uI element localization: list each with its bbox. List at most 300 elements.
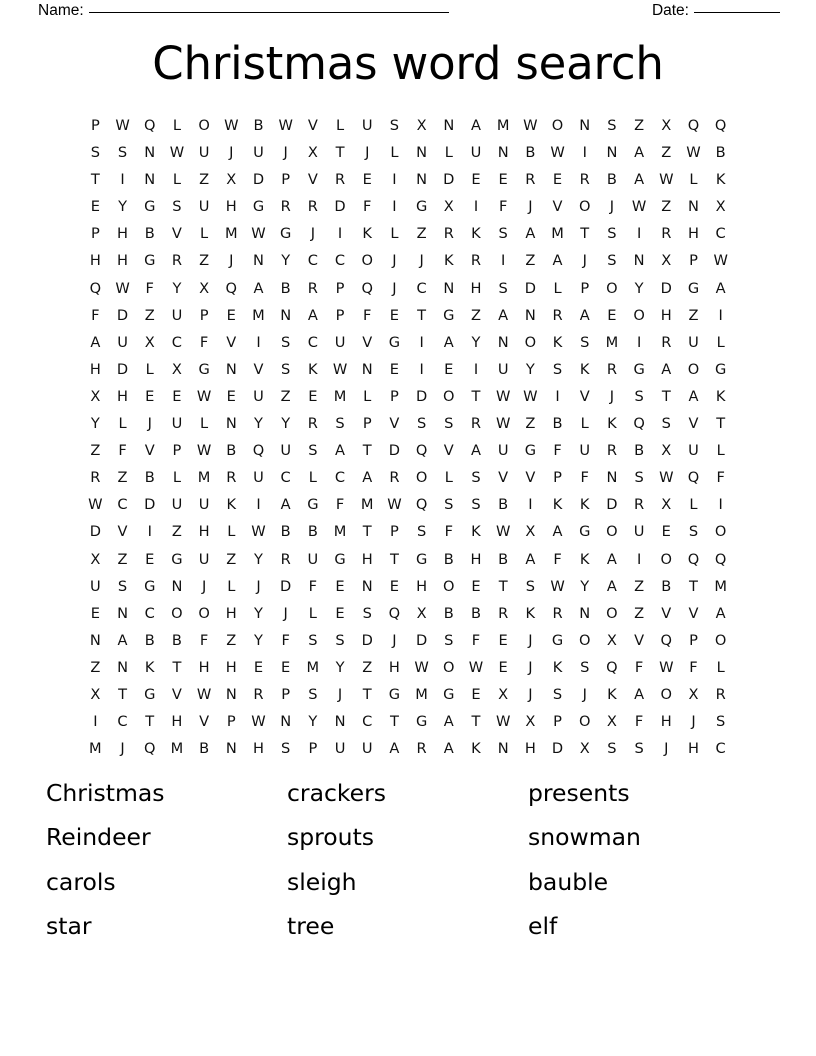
grid-cell[interactable]: H: [470, 279, 482, 297]
grid-cell[interactable]: P: [308, 740, 318, 758]
grid-cell[interactable]: A: [117, 631, 128, 649]
grid-cell[interactable]: N: [280, 713, 292, 731]
grid-cell[interactable]: Y: [254, 604, 263, 622]
grid-cell[interactable]: O: [198, 117, 210, 134]
grid-cell[interactable]: J: [310, 225, 315, 243]
grid-cell[interactable]: R: [443, 225, 454, 243]
grid-cell[interactable]: Q: [252, 442, 265, 460]
grid-cell[interactable]: B: [253, 117, 264, 134]
grid-cell[interactable]: V: [253, 360, 264, 378]
grid-cell[interactable]: J: [256, 577, 261, 595]
grid-cell[interactable]: W: [686, 144, 701, 162]
grid-cell[interactable]: U: [497, 442, 509, 460]
grid-cell[interactable]: N: [225, 740, 237, 758]
grid-cell[interactable]: K: [715, 387, 726, 405]
grid-cell[interactable]: A: [525, 550, 536, 568]
grid-cell[interactable]: D: [524, 279, 536, 297]
grid-cell[interactable]: P: [390, 387, 399, 405]
grid-cell[interactable]: R: [226, 469, 237, 487]
grid-cell[interactable]: U: [633, 523, 645, 541]
grid-cell[interactable]: F: [498, 198, 508, 216]
grid-cell[interactable]: C: [334, 469, 346, 487]
grid-cell[interactable]: W: [550, 144, 565, 162]
grid-cell[interactable]: Z: [226, 550, 237, 568]
grid-cell[interactable]: A: [253, 279, 264, 297]
grid-cell[interactable]: P: [553, 469, 562, 487]
grid-cell[interactable]: M: [333, 387, 347, 405]
grid-cell[interactable]: T: [389, 713, 399, 731]
grid-cell[interactable]: S: [90, 144, 100, 162]
grid-cell[interactable]: S: [416, 523, 427, 541]
grid-cell[interactable]: W: [550, 577, 565, 595]
grid-cell[interactable]: G: [715, 360, 727, 378]
grid-cell[interactable]: U: [198, 144, 210, 162]
grid-cell[interactable]: T: [661, 387, 671, 405]
grid-cell[interactable]: F: [118, 442, 127, 460]
grid-cell[interactable]: Q: [415, 442, 428, 460]
grid-cell[interactable]: U: [688, 333, 699, 351]
grid-cell[interactable]: S: [416, 415, 427, 433]
grid-cell[interactable]: E: [145, 387, 155, 405]
grid-cell[interactable]: W: [468, 658, 484, 676]
grid-cell[interactable]: O: [714, 631, 727, 649]
grid-cell[interactable]: X: [525, 713, 536, 731]
grid-cell[interactable]: J: [528, 658, 533, 676]
grid-cell[interactable]: H: [117, 252, 129, 270]
grid-cell[interactable]: I: [636, 225, 642, 243]
grid-cell[interactable]: X: [226, 171, 237, 189]
grid-cell[interactable]: R: [579, 171, 590, 189]
grid-cell[interactable]: W: [115, 117, 130, 134]
grid-cell[interactable]: S: [335, 631, 345, 649]
grid-cell[interactable]: S: [716, 713, 726, 731]
grid-cell[interactable]: S: [117, 577, 128, 595]
grid-cell[interactable]: V: [579, 387, 590, 405]
grid-cell[interactable]: H: [470, 550, 482, 568]
grid-cell[interactable]: E: [498, 658, 508, 676]
grid-cell[interactable]: O: [551, 117, 564, 134]
grid-cell[interactable]: M: [333, 523, 347, 541]
grid-cell[interactable]: R: [661, 333, 672, 351]
grid-cell[interactable]: X: [199, 279, 210, 297]
grid-cell[interactable]: S: [661, 415, 671, 433]
grid-cell[interactable]: I: [392, 171, 397, 189]
grid-cell[interactable]: R: [552, 604, 563, 622]
grid-cell[interactable]: S: [552, 360, 563, 378]
grid-cell[interactable]: X: [715, 198, 726, 216]
grid-cell[interactable]: O: [171, 604, 183, 622]
grid-cell[interactable]: I: [120, 171, 125, 189]
grid-cell[interactable]: K: [226, 496, 237, 514]
grid-cell[interactable]: H: [660, 713, 672, 731]
grid-cell[interactable]: N: [117, 658, 128, 676]
grid-cell[interactable]: A: [579, 306, 590, 324]
grid-cell[interactable]: M: [224, 225, 238, 243]
grid-cell[interactable]: P: [362, 415, 372, 433]
grid-cell[interactable]: H: [252, 740, 264, 758]
grid-cell[interactable]: Z: [117, 550, 128, 568]
grid-cell[interactable]: Q: [714, 117, 727, 134]
grid-cell[interactable]: H: [89, 360, 101, 378]
grid-cell[interactable]: N: [253, 252, 264, 270]
grid-cell[interactable]: V: [498, 469, 509, 487]
grid-cell[interactable]: X: [579, 740, 590, 758]
grid-cell[interactable]: Z: [416, 225, 427, 243]
grid-cell[interactable]: H: [89, 252, 101, 270]
grid-cell[interactable]: V: [552, 198, 563, 216]
grid-cell[interactable]: F: [689, 658, 698, 676]
grid-cell[interactable]: G: [198, 360, 210, 378]
grid-cell[interactable]: X: [443, 198, 454, 216]
grid-cell[interactable]: V: [117, 523, 128, 541]
grid-cell[interactable]: L: [227, 523, 236, 541]
grid-cell[interactable]: U: [688, 442, 699, 460]
grid-cell[interactable]: U: [470, 144, 482, 162]
grid-cell[interactable]: E: [471, 171, 481, 189]
grid-cell[interactable]: J: [664, 740, 669, 758]
grid-cell[interactable]: J: [392, 252, 397, 270]
grid-cell[interactable]: W: [659, 171, 674, 189]
grid-cell[interactable]: G: [144, 198, 156, 216]
grid-cell[interactable]: D: [116, 306, 129, 324]
grid-cell[interactable]: J: [365, 144, 370, 162]
grid-cell[interactable]: B: [280, 523, 291, 541]
grid-cell[interactable]: L: [390, 225, 399, 243]
grid-cell[interactable]: E: [308, 387, 318, 405]
grid-cell[interactable]: C: [144, 604, 155, 622]
grid-cell[interactable]: S: [607, 740, 617, 758]
grid-cell[interactable]: P: [689, 252, 698, 270]
grid-cell[interactable]: Z: [90, 442, 101, 460]
grid-cell[interactable]: T: [689, 577, 698, 595]
grid-cell[interactable]: Q: [143, 117, 156, 134]
grid-cell[interactable]: U: [334, 740, 346, 758]
grid-cell[interactable]: Y: [118, 198, 127, 216]
grid-cell[interactable]: Z: [525, 252, 536, 270]
name-write-line[interactable]: [89, 12, 449, 13]
grid-cell[interactable]: B: [144, 225, 155, 243]
grid-cell[interactable]: U: [253, 387, 264, 405]
grid-cell[interactable]: Z: [280, 387, 291, 405]
word-list-item[interactable]: sleigh: [287, 867, 357, 896]
grid-cell[interactable]: E: [389, 306, 400, 324]
grid-cell[interactable]: X: [90, 685, 101, 703]
grid-cell[interactable]: G: [415, 713, 428, 731]
grid-cell[interactable]: N: [443, 117, 455, 134]
grid-cell[interactable]: S: [335, 415, 345, 433]
grid-cell[interactable]: H: [171, 713, 183, 731]
grid-cell[interactable]: R: [715, 685, 726, 703]
grid-cell[interactable]: I: [473, 198, 479, 216]
grid-cell[interactable]: U: [198, 198, 210, 216]
grid-cell[interactable]: W: [495, 387, 511, 405]
grid-cell[interactable]: X: [606, 631, 617, 649]
grid-cell[interactable]: Z: [199, 252, 210, 270]
grid-cell[interactable]: S: [498, 279, 508, 297]
grid-cell[interactable]: E: [498, 171, 508, 189]
grid-cell[interactable]: Q: [361, 279, 373, 297]
grid-cell[interactable]: K: [552, 333, 563, 351]
grid-cell[interactable]: O: [443, 658, 455, 676]
grid-cell[interactable]: T: [118, 685, 127, 703]
grid-cell[interactable]: J: [283, 604, 288, 622]
grid-cell[interactable]: W: [88, 496, 103, 514]
grid-cell[interactable]: R: [470, 415, 482, 433]
grid-cell[interactable]: U: [334, 333, 346, 351]
grid-cell[interactable]: P: [90, 117, 100, 134]
grid-cell[interactable]: V: [443, 442, 454, 460]
grid-cell[interactable]: Q: [89, 279, 102, 297]
grid-cell[interactable]: G: [443, 685, 455, 703]
grid-cell[interactable]: E: [498, 631, 508, 649]
grid-cell[interactable]: X: [416, 117, 427, 134]
grid-cell[interactable]: J: [337, 685, 343, 703]
grid-cell[interactable]: U: [253, 144, 264, 162]
grid-cell[interactable]: S: [634, 740, 644, 758]
grid-cell[interactable]: W: [196, 442, 212, 460]
grid-cell[interactable]: V: [171, 225, 182, 243]
grid-cell[interactable]: S: [634, 387, 644, 405]
grid-cell[interactable]: L: [689, 171, 698, 189]
grid-cell[interactable]: K: [308, 360, 318, 378]
grid-cell[interactable]: I: [555, 387, 560, 405]
grid-cell[interactable]: Z: [634, 577, 645, 595]
grid-cell[interactable]: L: [689, 496, 698, 514]
grid-cell[interactable]: S: [444, 631, 454, 649]
grid-cell[interactable]: M: [306, 658, 320, 676]
grid-cell[interactable]: N: [334, 713, 346, 731]
grid-cell[interactable]: R: [90, 469, 101, 487]
grid-cell[interactable]: M: [89, 740, 102, 758]
grid-cell[interactable]: G: [524, 442, 536, 460]
grid-cell[interactable]: J: [582, 685, 587, 703]
grid-cell[interactable]: L: [335, 117, 345, 134]
grid-cell[interactable]: Q: [687, 550, 700, 568]
grid-cell[interactable]: A: [307, 306, 318, 324]
grid-cell[interactable]: F: [363, 306, 372, 324]
grid-cell[interactable]: X: [661, 496, 672, 514]
grid-cell[interactable]: U: [171, 415, 183, 433]
grid-cell[interactable]: K: [471, 523, 481, 541]
grid-cell[interactable]: W: [387, 496, 402, 514]
grid-cell[interactable]: C: [416, 279, 427, 297]
grid-cell[interactable]: J: [609, 387, 615, 405]
grid-cell[interactable]: N: [688, 198, 699, 216]
grid-cell[interactable]: Y: [172, 279, 182, 297]
grid-cell[interactable]: O: [606, 279, 618, 297]
word-list-item[interactable]: bauble: [528, 867, 609, 896]
grid-cell[interactable]: Z: [688, 306, 699, 324]
grid-cell[interactable]: O: [415, 469, 428, 487]
grid-cell[interactable]: L: [172, 117, 181, 134]
grid-cell[interactable]: G: [171, 550, 183, 568]
grid-cell[interactable]: J: [147, 415, 152, 433]
grid-cell[interactable]: S: [607, 225, 617, 243]
grid-cell[interactable]: R: [253, 685, 264, 703]
grid-cell[interactable]: A: [362, 469, 373, 487]
grid-cell[interactable]: Y: [580, 577, 590, 595]
grid-cell[interactable]: N: [633, 252, 645, 270]
grid-cell[interactable]: S: [308, 442, 318, 460]
grid-cell[interactable]: E: [389, 360, 400, 378]
grid-cell[interactable]: I: [392, 198, 397, 216]
grid-cell[interactable]: L: [200, 225, 209, 243]
grid-cell[interactable]: I: [147, 523, 152, 541]
grid-cell[interactable]: B: [144, 469, 155, 487]
grid-cell[interactable]: N: [606, 144, 618, 162]
grid-cell[interactable]: S: [444, 496, 454, 514]
grid-cell[interactable]: F: [553, 550, 562, 568]
grid-cell[interactable]: Q: [687, 469, 700, 487]
grid-cell[interactable]: N: [524, 306, 536, 324]
grid-cell[interactable]: U: [117, 333, 128, 351]
grid-cell[interactable]: G: [144, 685, 156, 703]
grid-cell[interactable]: A: [606, 550, 617, 568]
grid-cell[interactable]: N: [443, 279, 455, 297]
grid-cell[interactable]: L: [118, 415, 127, 433]
grid-cell[interactable]: B: [443, 604, 454, 622]
grid-cell[interactable]: E: [607, 306, 617, 324]
grid-cell[interactable]: J: [283, 144, 288, 162]
grid-cell[interactable]: J: [582, 252, 587, 270]
grid-cell[interactable]: O: [198, 604, 210, 622]
grid-cell[interactable]: R: [416, 740, 427, 758]
grid-cell[interactable]: Z: [90, 658, 101, 676]
grid-cell[interactable]: X: [661, 117, 672, 134]
word-list-item[interactable]: carols: [46, 867, 116, 896]
grid-cell[interactable]: K: [607, 415, 617, 433]
grid-cell[interactable]: K: [552, 658, 563, 676]
grid-cell[interactable]: N: [144, 144, 156, 162]
grid-cell[interactable]: A: [498, 306, 509, 324]
grid-cell[interactable]: X: [661, 442, 672, 460]
grid-cell[interactable]: T: [362, 442, 372, 460]
grid-cell[interactable]: S: [117, 144, 128, 162]
grid-cell[interactable]: D: [606, 496, 618, 514]
grid-cell[interactable]: D: [660, 279, 672, 297]
grid-cell[interactable]: T: [335, 144, 345, 162]
grid-cell[interactable]: V: [688, 415, 699, 433]
grid-cell[interactable]: Q: [633, 415, 645, 433]
grid-cell[interactable]: X: [171, 360, 182, 378]
grid-cell[interactable]: X: [416, 604, 427, 622]
grid-cell[interactable]: C: [307, 333, 318, 351]
grid-cell[interactable]: Z: [362, 658, 373, 676]
grid-cell[interactable]: B: [171, 631, 182, 649]
grid-cell[interactable]: L: [553, 279, 562, 297]
grid-cell[interactable]: A: [634, 685, 645, 703]
grid-cell[interactable]: R: [661, 225, 672, 243]
grid-cell[interactable]: B: [498, 496, 509, 514]
grid-cell[interactable]: Z: [117, 469, 128, 487]
grid-cell[interactable]: C: [715, 225, 726, 243]
grid-cell[interactable]: E: [661, 523, 671, 541]
grid-cell[interactable]: Z: [525, 415, 536, 433]
grid-cell[interactable]: Q: [225, 279, 238, 297]
grid-cell[interactable]: K: [579, 550, 590, 568]
grid-cell[interactable]: I: [337, 225, 343, 243]
grid-cell[interactable]: L: [308, 469, 317, 487]
grid-cell[interactable]: R: [634, 496, 645, 514]
grid-cell[interactable]: O: [660, 550, 673, 568]
grid-cell[interactable]: V: [525, 469, 536, 487]
grid-cell[interactable]: C: [715, 740, 726, 758]
grid-cell[interactable]: I: [582, 144, 587, 162]
grid-cell[interactable]: W: [523, 387, 538, 405]
grid-cell[interactable]: C: [117, 496, 128, 514]
grid-cell[interactable]: N: [361, 360, 373, 378]
grid-cell[interactable]: E: [471, 685, 481, 703]
grid-cell[interactable]: I: [419, 333, 424, 351]
grid-cell[interactable]: E: [90, 604, 100, 622]
grid-cell[interactable]: W: [414, 658, 429, 676]
grid-cell[interactable]: J: [419, 252, 424, 270]
grid-cell[interactable]: M: [551, 225, 564, 243]
grid-cell[interactable]: P: [335, 279, 345, 297]
grid-cell[interactable]: I: [528, 496, 533, 514]
grid-cell[interactable]: W: [495, 523, 511, 541]
grid-cell[interactable]: F: [634, 658, 644, 676]
grid-cell[interactable]: R: [280, 550, 291, 568]
grid-cell[interactable]: G: [144, 577, 156, 595]
grid-cell[interactable]: T: [716, 415, 726, 433]
grid-cell[interactable]: W: [196, 685, 212, 703]
grid-cell[interactable]: N: [89, 631, 101, 649]
grid-cell[interactable]: B: [715, 144, 726, 162]
grid-cell[interactable]: G: [633, 360, 645, 378]
grid-cell[interactable]: H: [416, 577, 428, 595]
grid-cell[interactable]: A: [634, 171, 645, 189]
grid-cell[interactable]: L: [716, 333, 725, 351]
grid-cell[interactable]: S: [552, 685, 563, 703]
grid-cell[interactable]: S: [308, 685, 318, 703]
grid-cell[interactable]: T: [362, 523, 372, 541]
grid-cell[interactable]: L: [363, 387, 372, 405]
grid-cell[interactable]: M: [360, 496, 374, 514]
grid-cell[interactable]: D: [116, 360, 129, 378]
grid-cell[interactable]: X: [90, 387, 101, 405]
grid-cell[interactable]: Z: [470, 306, 481, 324]
grid-cell[interactable]: G: [415, 550, 428, 568]
grid-cell[interactable]: G: [307, 496, 319, 514]
grid-cell[interactable]: E: [226, 306, 236, 324]
grid-cell[interactable]: T: [580, 225, 590, 243]
grid-cell[interactable]: F: [145, 279, 154, 297]
grid-cell[interactable]: U: [361, 117, 373, 134]
grid-cell[interactable]: K: [144, 658, 155, 676]
grid-cell[interactable]: K: [362, 225, 372, 243]
grid-cell[interactable]: A: [606, 577, 617, 595]
grid-cell[interactable]: N: [579, 604, 591, 622]
grid-cell[interactable]: C: [307, 252, 318, 270]
grid-cell[interactable]: Z: [634, 604, 645, 622]
grid-cell[interactable]: N: [144, 171, 156, 189]
grid-cell[interactable]: D: [280, 577, 292, 595]
grid-cell[interactable]: A: [443, 333, 454, 351]
grid-cell[interactable]: E: [172, 387, 182, 405]
grid-cell[interactable]: O: [361, 252, 373, 270]
grid-cell[interactable]: H: [361, 550, 373, 568]
grid-cell[interactable]: A: [552, 523, 563, 541]
grid-cell[interactable]: A: [90, 333, 101, 351]
grid-cell[interactable]: N: [225, 360, 237, 378]
grid-cell[interactable]: V: [307, 171, 318, 189]
grid-cell[interactable]: I: [718, 496, 723, 514]
grid-cell[interactable]: O: [633, 306, 645, 324]
grid-cell[interactable]: U: [90, 577, 101, 595]
grid-cell[interactable]: G: [551, 631, 564, 649]
grid-cell[interactable]: E: [145, 550, 155, 568]
